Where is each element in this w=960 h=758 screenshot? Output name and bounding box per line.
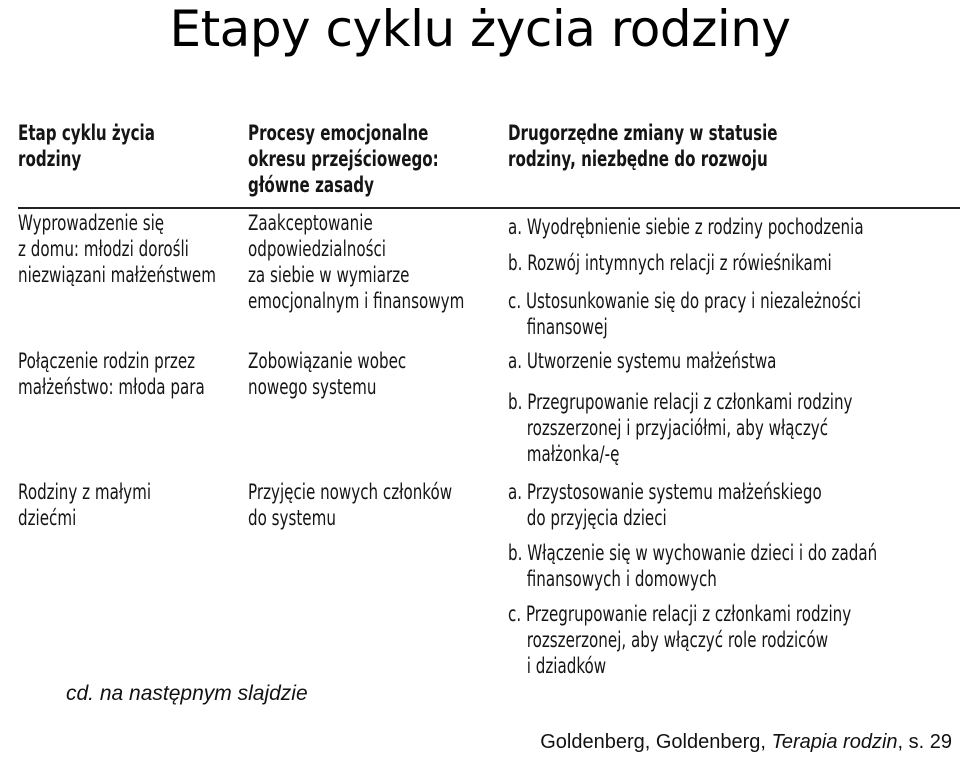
header-process-line: główne zasady [248, 173, 374, 197]
change-line: Utworzenie systemu małżeństwa [526, 349, 777, 373]
row3-process [248, 479, 452, 531]
process-line: do systemu [248, 506, 336, 530]
row1-change-c [508, 288, 861, 340]
process-line: nowego systemu [248, 375, 377, 399]
process-line: Przyjęcie nowych członków [248, 480, 453, 504]
row1-stage [18, 210, 216, 288]
change-marker: a. [508, 349, 523, 373]
stage-line: małżeństwo: młoda para [18, 375, 205, 399]
process-line: Zobowiązanie wobec [248, 349, 407, 373]
header-process-line: Procesy emocjonalne [248, 121, 429, 145]
header-changes-line: Drugorzędne zmiany w statusie [508, 121, 778, 145]
change-marker: a. [508, 215, 523, 239]
source-authors: Goldenberg, Goldenberg, [540, 731, 772, 753]
header-stage [18, 120, 155, 172]
source-citation [540, 731, 952, 754]
change-line: finansowej [526, 315, 608, 339]
row3-change-b [508, 540, 877, 592]
stage-line: z domu: młodzi dorośli [18, 237, 189, 261]
row2-change-a [508, 348, 776, 374]
change-marker: a. [508, 480, 523, 504]
header-changes [508, 120, 778, 172]
change-line: Ustosunkowanie się do pracy i niezależności [525, 289, 862, 313]
row2-process [248, 348, 406, 400]
stage-line: dziećmi [18, 506, 77, 530]
change-line: małżonka/-ę [526, 442, 620, 466]
change-line: rozszerzonej i przyjaciółmi, aby włączyć [526, 416, 829, 440]
row3-change-a [508, 479, 822, 531]
stage-line: Połączenie rodzin przez [18, 349, 196, 373]
stage-line: Wyprowadzenie się [18, 211, 165, 235]
change-line: Rozwój intymnych relacji z rówieśnikami [527, 251, 832, 275]
stage-line: Rodziny z małymi [18, 480, 152, 504]
change-line: Włączenie się w wychowanie dzieci i do zadań [527, 541, 878, 565]
change-marker: c. [508, 602, 522, 626]
row3-stage [18, 479, 151, 531]
change-line: Przegrupowanie relacji z członkami rodziny [525, 602, 852, 626]
row1-change-b [508, 250, 832, 276]
process-line: emocjonalnym i finansowym [248, 289, 465, 313]
header-process-line: okresu przejściowego: [248, 147, 439, 171]
row1-change-a [508, 214, 864, 240]
change-marker: b. [508, 541, 523, 565]
change-line: Wyodrębnienie siebie z rodziny pochodzenia [526, 215, 864, 239]
change-line: i dziadków [526, 654, 607, 678]
header-stage-line: Etap cyklu życia [18, 121, 155, 145]
change-line: Przystosowanie systemu małżeńskiego [526, 480, 822, 504]
source-page: , s. 29 [897, 731, 952, 753]
slide-title: Etapy cyklu życia rodziny [169, 0, 791, 58]
change-marker: c. [508, 289, 522, 313]
process-line: Zaakceptowanie [248, 211, 373, 235]
change-line: Przegrupowanie relacji z członkami rodziny [527, 390, 853, 414]
change-line: finansowych i domowych [526, 567, 717, 591]
continuation-note: cd. na następnym slajdzie [66, 682, 308, 705]
row3-change-c [508, 601, 851, 679]
row2-stage [18, 348, 205, 400]
header-divider [18, 207, 960, 209]
header-changes-line: rodziny, niezbędne do rozwoju [508, 147, 768, 171]
change-marker: b. [508, 251, 523, 275]
change-line: rozszerzonej, aby włączyć role rodziców [526, 628, 829, 652]
process-line: odpowiedzialności [248, 237, 386, 261]
header-stage-line: rodziny [18, 147, 82, 171]
stage-line: niezwiązani małżeństwem [18, 263, 216, 287]
change-marker: b. [508, 390, 523, 414]
row1-process [248, 210, 464, 314]
header-process [248, 120, 439, 198]
change-line: do przyjęcia dzieci [526, 506, 667, 530]
source-title: Terapia rodzin [771, 731, 898, 753]
row2-change-b [508, 389, 852, 467]
process-line: za siebie w wymiarze [248, 263, 410, 287]
